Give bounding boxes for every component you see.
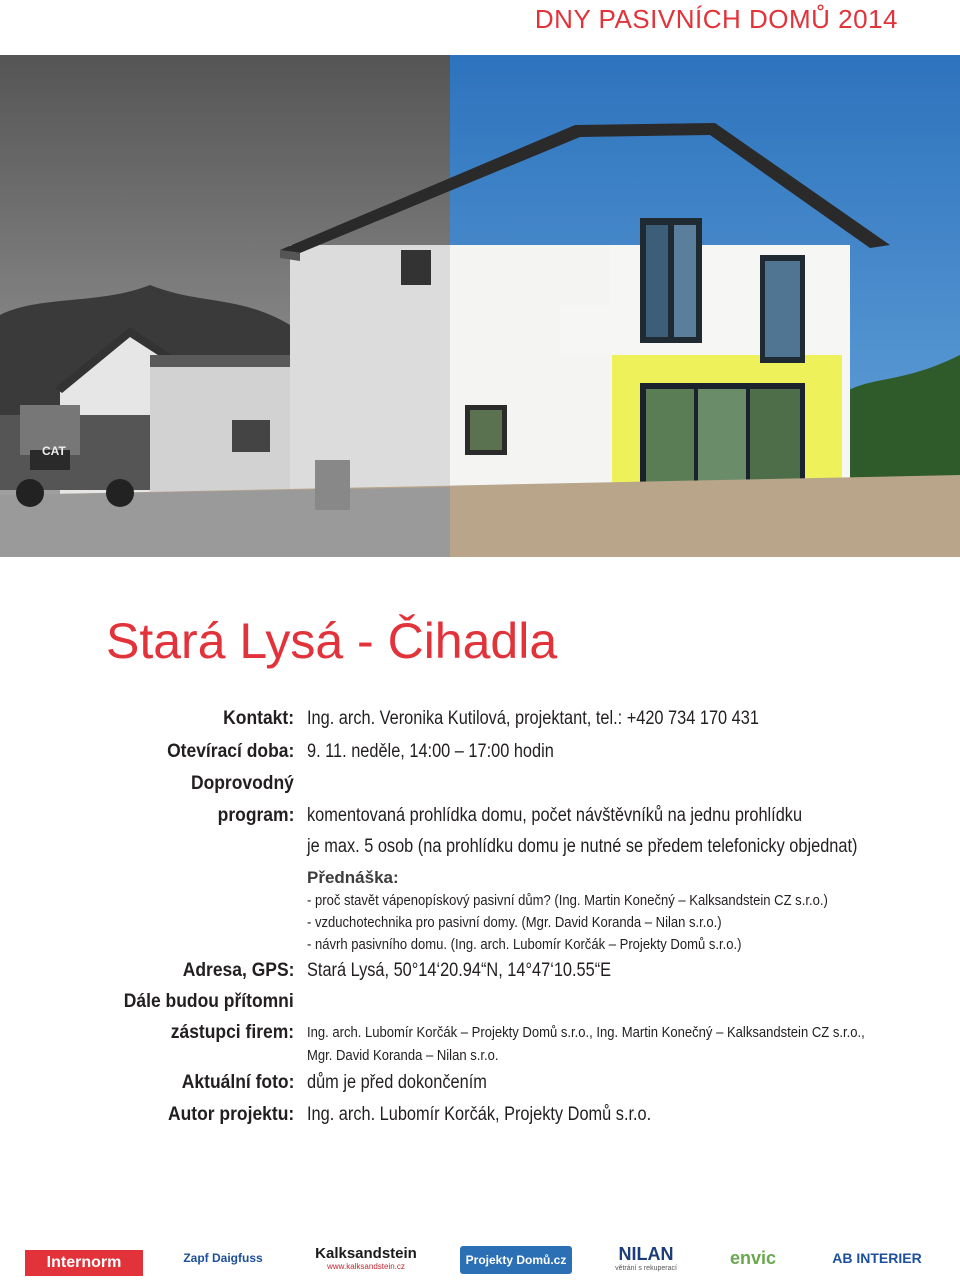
internorm-logo	[25, 1250, 143, 1276]
header-title: DNY PASIVNÍCH DOMŮ 2014	[534, 4, 898, 34]
house-photo	[0, 55, 960, 557]
page-title: Stará Lysá - Čihadla	[106, 613, 558, 669]
ab-interier-logo-text: AB INTERIER	[832, 1250, 922, 1266]
envic-logo	[720, 1240, 786, 1276]
foto-label: Aktuální foto:	[181, 1072, 294, 1093]
svg-text:CAT: CAT	[42, 444, 66, 458]
oteviraci-label: Otevírací doba:	[166, 741, 294, 762]
program-label-2: program:	[217, 805, 294, 826]
adresa-label: Adresa, GPS:	[182, 960, 294, 981]
kontakt-label: Kontakt:	[223, 708, 294, 729]
nilan-logo-text: NILAN	[618, 1244, 674, 1264]
envic-logo-text: envic	[729, 1247, 777, 1268]
internorm-logo-text: Internorm	[46, 1254, 122, 1271]
nilan-logo	[598, 1240, 694, 1276]
projekty-domu-logo	[460, 1246, 572, 1274]
dale-value-1: Ing. arch. Lubomír Korčák – Projekty Domů s.r.o., Ing. Martin Konečný – Kalksandstein CZ s.r.o.,	[307, 1025, 865, 1041]
kontakt-value: Ing. arch. Veronika Kutilová, projektant, tel.: +420 734 170 431	[307, 708, 759, 729]
projekty-domu-logo-text: Projekty Domů.cz	[465, 1253, 567, 1267]
program-value-2: je max. 5 osob (na prohlídku domu je nutné se předem telefonicky objednat)	[307, 836, 858, 857]
prednaska-label: Přednáška:	[307, 868, 399, 887]
autor-label: Autor projektu:	[167, 1104, 294, 1125]
autor-value: Ing. arch. Lubomír Korčák, Projekty Domů s.r.o.	[307, 1104, 652, 1125]
program-value-1: komentovaná prohlídka domu, počet návštěvníků na jednu prohlídku	[307, 805, 803, 826]
ab-interier-logo	[820, 1240, 934, 1276]
kalksandstein-url: www.kalksandstein.cz	[327, 1262, 405, 1271]
dale-value-2: Mgr. David Koranda – Nilan s.r.o.	[307, 1048, 499, 1064]
prednaska-item-3: - návrh pasivního domu. (Ing. arch. Lubomír Korčák – Projekty Domů s.r.o.)	[307, 937, 742, 953]
kalksandstein-logo-text: Kalksandstein	[315, 1245, 417, 1262]
dale-label-2: zástupci firem:	[170, 1022, 294, 1043]
foto-value: dům je před dokončením	[307, 1072, 487, 1093]
kalksandstein-logo	[310, 1240, 422, 1276]
adresa-value: Stará Lysá, 50°14‘20.94“N, 14°47‘10.55“E	[307, 960, 612, 981]
sponsor-logos	[0, 1232, 960, 1286]
prednaska-item-1: - proč stavět vápenopískový pasivní dům? (Ing. Martin Konečný – Kalksandstein CZ s.r.o.)	[307, 893, 828, 909]
zapf-logo	[172, 1240, 274, 1276]
dale-label-1: Dále budou přítomni	[124, 991, 294, 1012]
nilan-tagline: větrání s rekuperací	[615, 1265, 677, 1272]
prednaska-item-2: - vzduchotechnika pro pasivní domy. (Mgr. David Koranda – Nilan s.r.o.)	[307, 915, 722, 931]
program-label-1: Doprovodný	[191, 773, 294, 794]
zapf-logo-text: Zapf Daigfuss	[183, 1251, 263, 1265]
oteviraci-value: 9. 11. neděle, 14:00 – 17:00 hodin	[307, 741, 554, 762]
